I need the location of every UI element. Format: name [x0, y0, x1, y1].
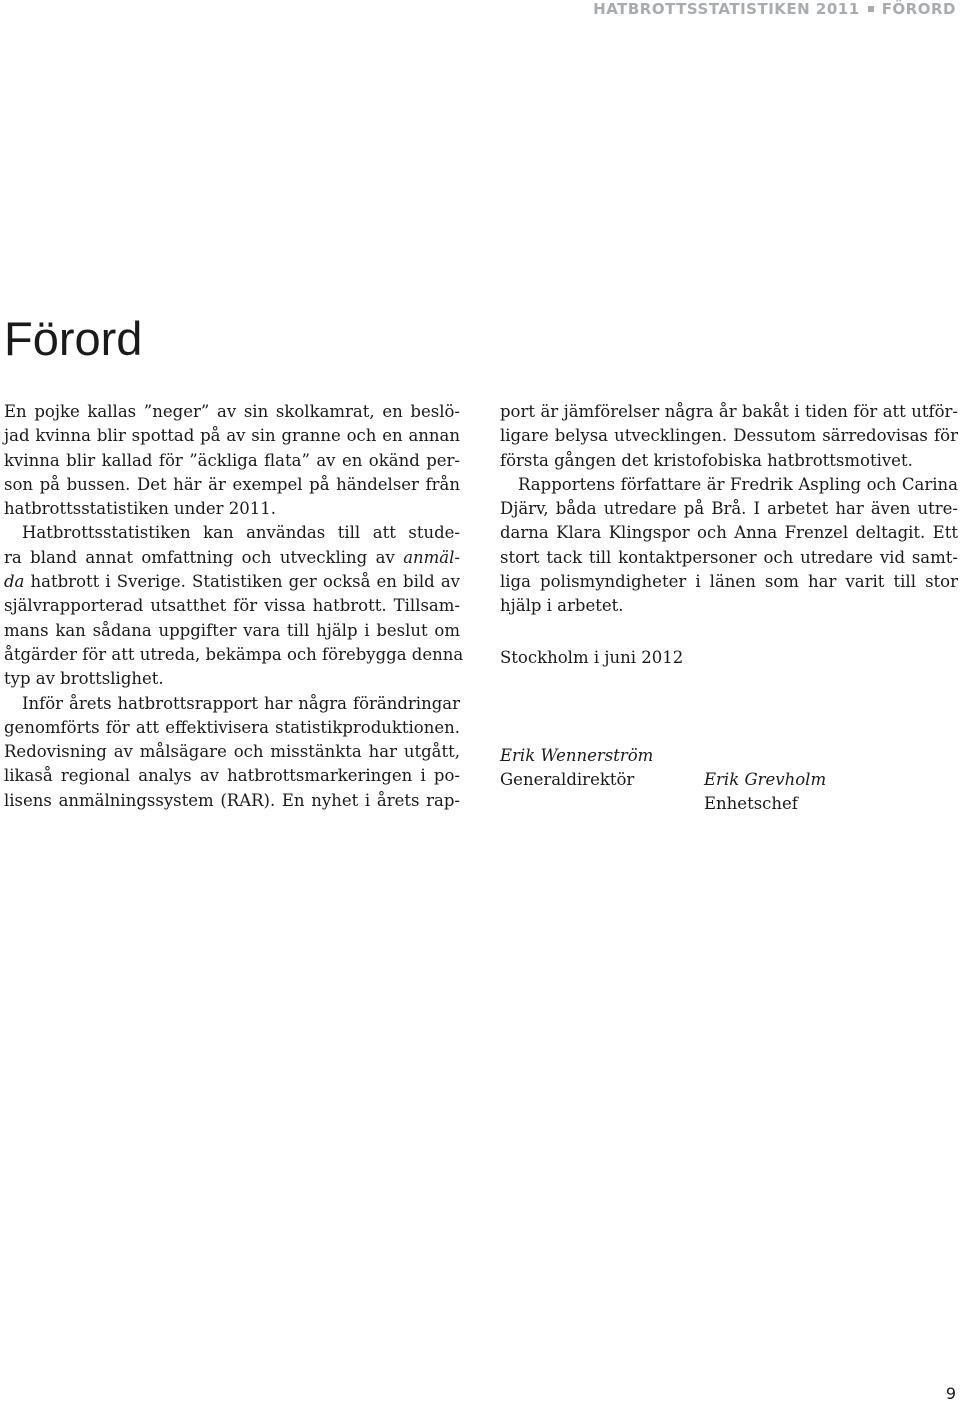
signature-title: Enhetschef	[704, 794, 798, 813]
text-line: typ av brottslighet.	[4, 669, 164, 689]
signature-title: Generaldirektör	[500, 770, 635, 789]
text-line: Djärv, båda utredare på Brå. I arbetet har även utre-	[500, 499, 958, 519]
text-line: lisens anmälningssystem (RAR). En nyhet i årets rap-	[4, 790, 460, 810]
text-line: liga polismyndigheter i länen som har varit till stor	[500, 572, 958, 592]
text-line: jad kvinna blir spottad på av sin granne och en annan	[4, 426, 460, 446]
text-line: mans kan sådana uppgifter vara till hjälp i beslut om	[4, 620, 460, 640]
signature-name: Erik Grevholm	[704, 770, 827, 789]
signature-block-left	[500, 744, 653, 792]
running-header	[593, 0, 956, 18]
text-line: da hatbrott i Sverige. Statistiken ger också en bild av	[4, 572, 460, 592]
place-date: Stockholm i juni 2012	[500, 648, 684, 667]
text-line: likaså regional analys av hatbrottsmarkeringen i po-	[4, 766, 460, 786]
text-line: kvinna blir kallad för ”äckliga flata” av en okänd per-	[4, 450, 460, 470]
page-number: 9	[945, 1384, 956, 1403]
text-line: darna Klara Klingspor och Anna Frenzel deltagit. Ett	[500, 523, 958, 543]
text-line: genomförts för att effektivisera statistikproduktionen.	[4, 717, 460, 737]
text-line: självrapporterad utsatthet för vissa hatbrott. Tillsam-	[4, 596, 460, 616]
text-line: ligare belysa utvecklingen. Dessutom särredovisas för	[500, 426, 958, 446]
text-line: son på bussen. Det här är exempel på händelser från	[4, 474, 460, 494]
signature-block-right	[704, 768, 826, 816]
text-line: åtgärder för att utreda, bekämpa och förebygga denna	[4, 644, 464, 664]
text-line: hjälp i arbetet.	[500, 596, 624, 616]
text-line: stort tack till kontaktpersoner och utredare vid samt-	[500, 547, 958, 567]
text-line: En pojke kallas ”neger” av sin skolkamrat, en beslö-	[4, 402, 460, 421]
text-line: Rapportens författare är Fredrik Aspling och Carina	[518, 474, 958, 494]
text-line: port är jämförelser några år bakåt i tiden för att utför-	[500, 402, 958, 421]
header-section: FÖRORD	[881, 0, 956, 18]
page-title: Förord	[4, 312, 143, 365]
signature-name: Erik Wennerström	[500, 746, 654, 765]
text-line: Inför årets hatbrottsrapport har några förändringar	[22, 693, 460, 713]
text-line: hatbrottsstatistiken under 2011.	[4, 499, 277, 519]
text-line: första gången det kristofobiska hatbrottsmotivet.	[500, 450, 913, 470]
body-column-right	[500, 400, 958, 619]
header-separator-icon	[868, 6, 874, 12]
body-column-left	[4, 400, 464, 813]
text-line: ra bland annat omfattning och utveckling av anmäl-	[4, 547, 460, 567]
text-line: Redovisning av målsägare och misstänkta har utgått,	[4, 742, 460, 762]
text-line: Hatbrottsstatistiken kan användas till att stude-	[22, 523, 460, 543]
header-publication: HATBROTTSSTATISTIKEN 2011	[593, 0, 860, 18]
